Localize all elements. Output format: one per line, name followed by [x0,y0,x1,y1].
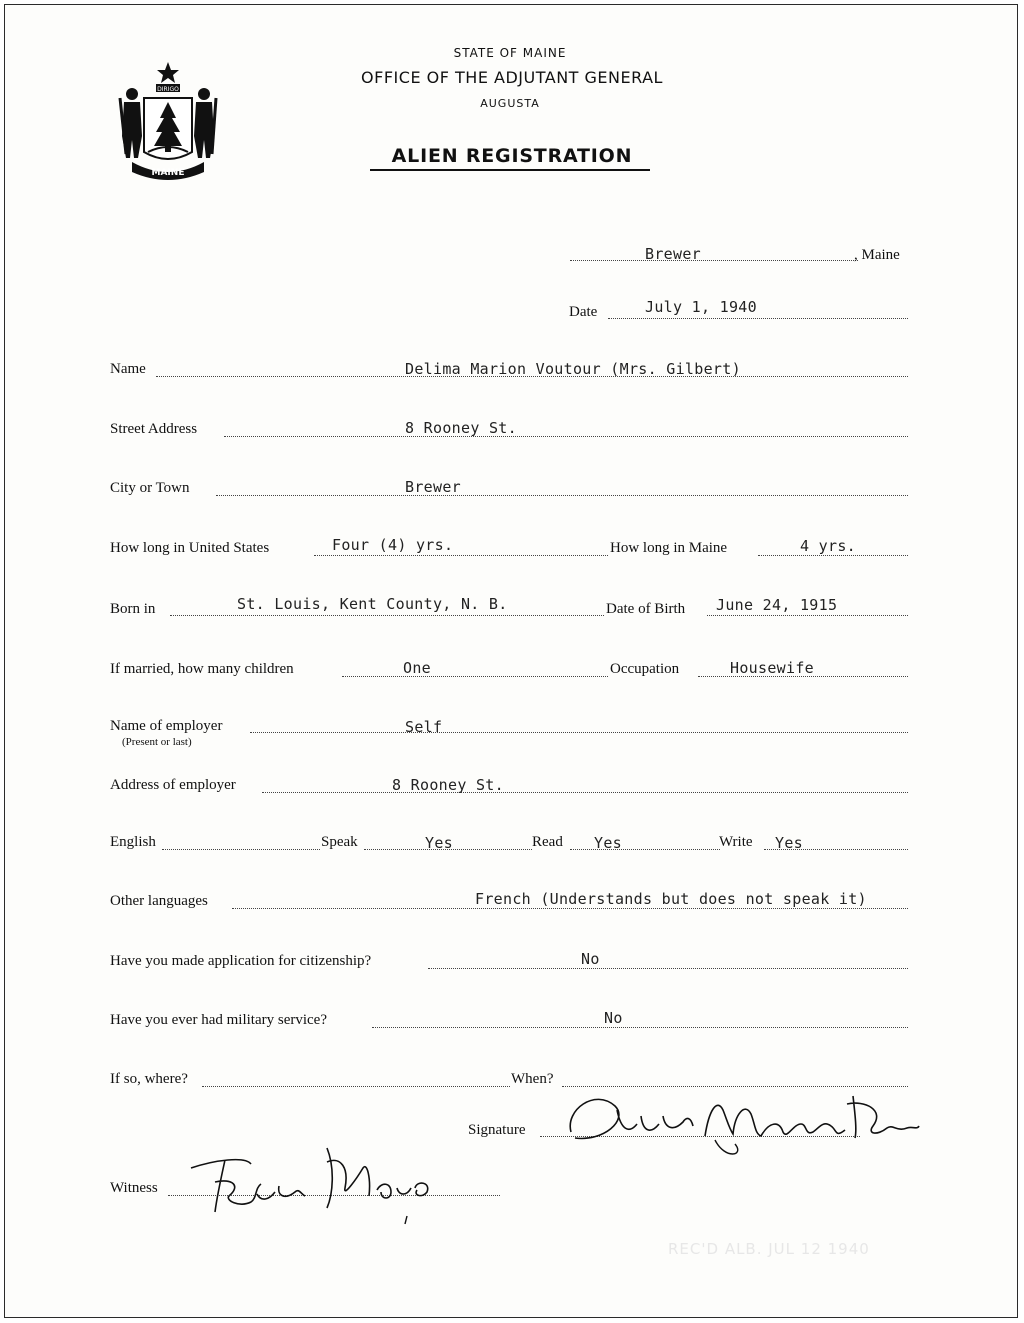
citizenship-label: Have you made application for citizenship? [110,953,372,969]
military-value: No [604,1009,623,1027]
write-label: Write [719,834,753,850]
place-suffix: , Maine [854,247,900,263]
other-languages-label: Other languages [110,893,208,909]
date-value: July 1, 1940 [645,298,757,316]
header-city: AUGUSTA [480,97,540,110]
svg-text:DIRIGO: DIRIGO [157,86,179,93]
header-state: STATE OF MAINE [453,46,567,60]
read-value: Yes [594,834,622,852]
dob-value: June 24, 1915 [716,596,838,614]
military-label: Have you ever had military service? [110,1012,327,1028]
dob-label: Date of Birth [606,601,686,617]
signature-image [555,1080,920,1160]
name-value: Delima Marion Voutour (Mrs. Gilbert) [405,360,741,378]
witness-label: Witness [110,1180,158,1196]
employer-label: Name of employer [110,718,223,734]
english-label: English [110,834,156,850]
employer-value: Self [405,718,443,736]
name-label: Name [110,361,146,377]
speak-value: Yes [425,834,453,852]
city-value: Brewer [405,478,461,496]
employer-address-value: 8 Rooney St. [392,776,504,794]
received-stamp: REC'D ALB. JUL 12 1940 [668,1240,870,1258]
svg-text:MAINE: MAINE [151,168,185,178]
signature-label: Signature [468,1122,526,1138]
street-label: Street Address [110,421,198,437]
speak-label: Speak [321,834,358,850]
city-label: City or Town [110,480,190,496]
citizenship-value: No [581,950,600,968]
title-underline [370,169,650,171]
children-value: One [403,659,431,677]
page-title: ALIEN REGISTRATION [391,145,633,167]
employer-address-label: Address of employer [110,777,236,793]
write-value: Yes [775,834,803,852]
maine-duration-value: 4 yrs. [800,537,856,555]
street-value: 8 Rooney St. [405,419,517,437]
children-label: If married, how many children [110,661,294,677]
occupation-value: Housewife [730,659,814,677]
other-languages-value: French (Understands but does not speak it) [475,890,867,908]
born-label: Born in [110,601,156,617]
where-label: If so, where? [110,1071,188,1087]
place-value: Brewer [645,245,701,263]
when-label: When? [511,1071,554,1087]
us-duration-label: How long in United States [110,540,270,556]
header-office: OFFICE OF THE ADJUTANT GENERAL [361,68,663,87]
employer-sublabel: (Present or last) [122,736,192,748]
occupation-label: Occupation [610,661,680,677]
date-label: Date [569,304,598,320]
born-value: St. Louis, Kent County, N. B. [237,595,508,613]
witness-signature-image [185,1138,445,1228]
us-duration-value: Four (4) yrs. [332,536,454,554]
read-label: Read [532,834,563,850]
maine-duration-label: How long in Maine [610,540,728,556]
